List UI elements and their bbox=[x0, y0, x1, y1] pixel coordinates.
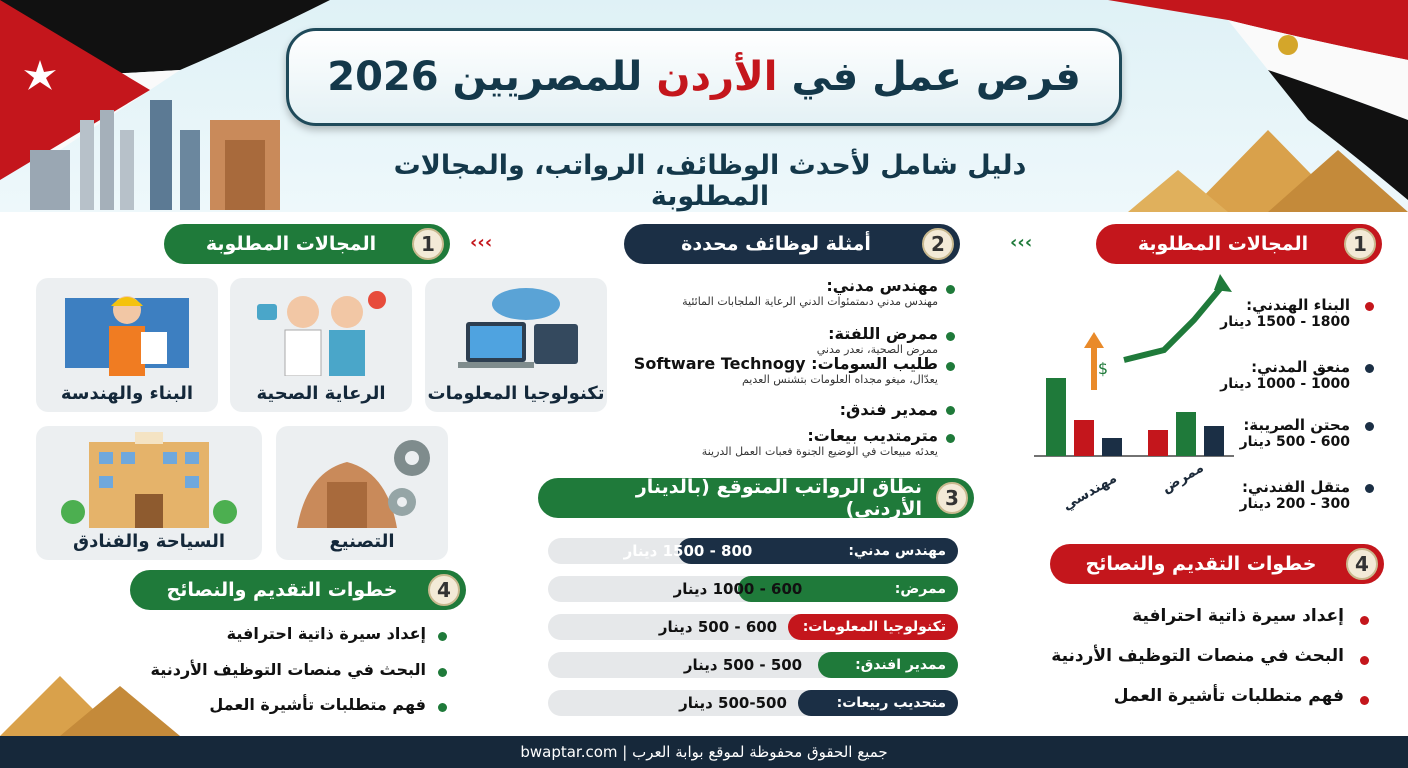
right-item-title: محتن الصريبة: bbox=[1243, 416, 1350, 434]
left-step-item: فهم متطلبات تأشيرة العمل bbox=[209, 695, 426, 714]
right-fields-num: 1 bbox=[1344, 228, 1376, 260]
job-desc: يعدئه مبيعات في الوضيع الجنوة فعبات العمل الدرينة bbox=[701, 445, 938, 458]
job-title: مترمتديب بيعات: bbox=[807, 426, 938, 445]
job-item bbox=[618, 400, 938, 419]
right-item-value: 300 - 200 دينار bbox=[1239, 496, 1350, 512]
right-bullet bbox=[1365, 484, 1374, 493]
salary-row bbox=[548, 690, 958, 716]
left-fields-pill bbox=[164, 224, 450, 264]
pyramids-icon bbox=[1108, 120, 1408, 212]
page-title bbox=[286, 28, 1122, 126]
right-item-title: البناء الهندني: bbox=[1246, 296, 1350, 314]
card-health bbox=[230, 278, 412, 412]
right-item-value: 1000 - 1000 دينار bbox=[1220, 376, 1350, 392]
job-bullet bbox=[946, 434, 955, 443]
job-bullet bbox=[946, 362, 955, 371]
job-item bbox=[618, 276, 938, 308]
step-bullet bbox=[438, 632, 447, 641]
job-title: مهندس مدني: bbox=[826, 276, 938, 295]
footer bbox=[0, 736, 1408, 768]
salary-pill bbox=[538, 478, 974, 518]
right-fields-label: المجالات المطلوبة bbox=[1137, 233, 1309, 255]
right-steps-num: 4 bbox=[1346, 548, 1378, 580]
left-steps-num: 4 bbox=[428, 574, 460, 606]
card-manufacturing bbox=[276, 426, 448, 560]
salary-label bbox=[818, 652, 958, 678]
salary-label bbox=[798, 690, 958, 716]
arrow-chevrons-icon: ››› bbox=[470, 232, 493, 253]
chart-label: ممرض bbox=[1159, 459, 1207, 497]
salary-growth-chart-icon bbox=[1034, 270, 1234, 470]
step-bullet bbox=[1360, 656, 1369, 665]
job-title: ممرض اللفتة: bbox=[828, 324, 938, 343]
title-part-3: للمصريين 2026 bbox=[327, 54, 643, 100]
card-construction-label: البناء والهندسة bbox=[60, 383, 194, 404]
salary-row bbox=[548, 652, 958, 678]
left-fields-num: 1 bbox=[412, 228, 444, 260]
right-bullet bbox=[1365, 422, 1374, 431]
title-part-1: فرص عمل في bbox=[791, 54, 1081, 100]
salary-value: 500 - 500 دينار bbox=[683, 656, 803, 674]
hotel-icon bbox=[59, 432, 239, 528]
right-item-value: 600 - 500 دينار bbox=[1239, 434, 1350, 450]
right-bullet bbox=[1365, 364, 1374, 373]
right-step-item: إعداد سيرة ذاتية احترافية bbox=[1132, 606, 1344, 626]
left-steps-label: خطوات التقديم والنصائح bbox=[166, 579, 398, 601]
salary-value: 600 - 1000 دينار bbox=[673, 580, 803, 598]
salary-row bbox=[548, 576, 958, 602]
right-item bbox=[1240, 416, 1350, 450]
job-item bbox=[618, 324, 938, 356]
left-step-item: إعداد سيرة ذاتية احترافية bbox=[226, 624, 426, 643]
card-tourism bbox=[36, 426, 262, 560]
job-bullet bbox=[946, 406, 955, 415]
left-steps-pill bbox=[130, 570, 466, 610]
salary-label-text: ممدير افندق: bbox=[855, 657, 946, 673]
right-step-item: فهم متطلبات تأشيرة العمل bbox=[1113, 686, 1344, 706]
step-bullet bbox=[1360, 696, 1369, 705]
job-item bbox=[618, 426, 938, 458]
laptop-cloud-icon bbox=[446, 284, 586, 376]
card-it-label: تكنولوجيا المعلومات bbox=[427, 383, 605, 404]
step-bullet bbox=[438, 668, 447, 677]
right-steps-pill bbox=[1050, 544, 1384, 584]
left-fields-label: المجالات المطلوبة bbox=[205, 233, 377, 255]
page-subtitle: دليل شامل لأحدث الوظائف، الرواتب، والمجالات المطلوبة bbox=[393, 150, 1027, 212]
jobs-pill bbox=[624, 224, 960, 264]
amman-skyline-icon bbox=[10, 90, 310, 210]
job-bullet bbox=[946, 332, 955, 341]
salary-label-text: متحديب ربيعات: bbox=[836, 695, 946, 711]
header-banner bbox=[0, 0, 1408, 212]
right-bullet bbox=[1365, 302, 1374, 311]
footer-text: جميع الحقوق محفوظة لموقع بوابة العرب | bwaptar.com bbox=[520, 743, 888, 761]
arrow-chevrons-icon: ››› bbox=[1010, 232, 1033, 253]
salary-label-text: مهندس مدني: bbox=[848, 543, 946, 559]
salary-label-text: ممرض: bbox=[894, 581, 946, 597]
job-bullet bbox=[946, 285, 955, 294]
left-step-item: البحث في منصات التوظيف الأردنية bbox=[150, 660, 426, 679]
job-desc: مهندس مدني دىمتمئوات الدني الرعاية الملجابات المائئية bbox=[682, 295, 938, 308]
right-item bbox=[1220, 296, 1350, 330]
job-item bbox=[618, 354, 938, 386]
salary-row bbox=[548, 538, 958, 564]
job-desc: ممرض الصحية، نعدر مدني bbox=[816, 343, 938, 356]
card-construction bbox=[36, 278, 218, 412]
right-item bbox=[1240, 478, 1350, 512]
gears-petra-icon bbox=[287, 432, 437, 528]
step-bullet bbox=[438, 703, 447, 712]
jobs-pill-label: أمثلة لوظائف محددة bbox=[681, 233, 871, 255]
job-title: ممدير فندق: bbox=[839, 400, 938, 419]
card-tourism-label: السياحة والفنادق bbox=[73, 531, 226, 552]
right-item-value: 1800 - 1500 دينار bbox=[1220, 314, 1350, 330]
job-desc: يعدّال، ميغو مجداه العلومات بتشنس العديم bbox=[741, 373, 938, 386]
right-steps-label: خطوات التقديم والنصائح bbox=[1085, 553, 1317, 575]
salary-value: 800 - 1500 دينار bbox=[623, 542, 753, 560]
right-step-item: البحث في منصات التوظيف الأردنية bbox=[1051, 646, 1344, 666]
pyramids-left-icon bbox=[0, 656, 200, 736]
salary-value: 500-500 دينار bbox=[679, 694, 787, 712]
right-fields-pill bbox=[1096, 224, 1382, 264]
step-bullet bbox=[1360, 616, 1369, 625]
svg-text:$: $ bbox=[1097, 359, 1108, 378]
right-item-title: متقل الفندني: bbox=[1242, 478, 1350, 496]
doctor-nurse-icon bbox=[251, 284, 391, 376]
card-it bbox=[425, 278, 607, 412]
salary-row bbox=[548, 614, 958, 640]
title-part-2: الأردن bbox=[656, 54, 778, 100]
card-health-label: الرعاية الصحية bbox=[256, 383, 386, 404]
salary-label bbox=[788, 614, 958, 640]
right-item-title: منعق المدني: bbox=[1251, 358, 1350, 376]
card-manufacturing-label: التصنيع bbox=[329, 531, 395, 552]
right-item bbox=[1220, 358, 1350, 392]
salary-pill-label: نطاق الرواتب المتوقع (بالدينار الأردني) bbox=[635, 476, 922, 520]
job-title: طليب السومات: Software Technogy bbox=[633, 354, 938, 373]
chart-label: مهندسي bbox=[1059, 470, 1120, 514]
jobs-pill-num: 2 bbox=[922, 228, 954, 260]
engineer-icon bbox=[57, 284, 197, 376]
salary-label-text: تكنولوجيا المعلومات: bbox=[802, 619, 946, 635]
salary-value: 600 - 500 دينار bbox=[658, 618, 778, 636]
salary-pill-num: 3 bbox=[936, 482, 968, 514]
